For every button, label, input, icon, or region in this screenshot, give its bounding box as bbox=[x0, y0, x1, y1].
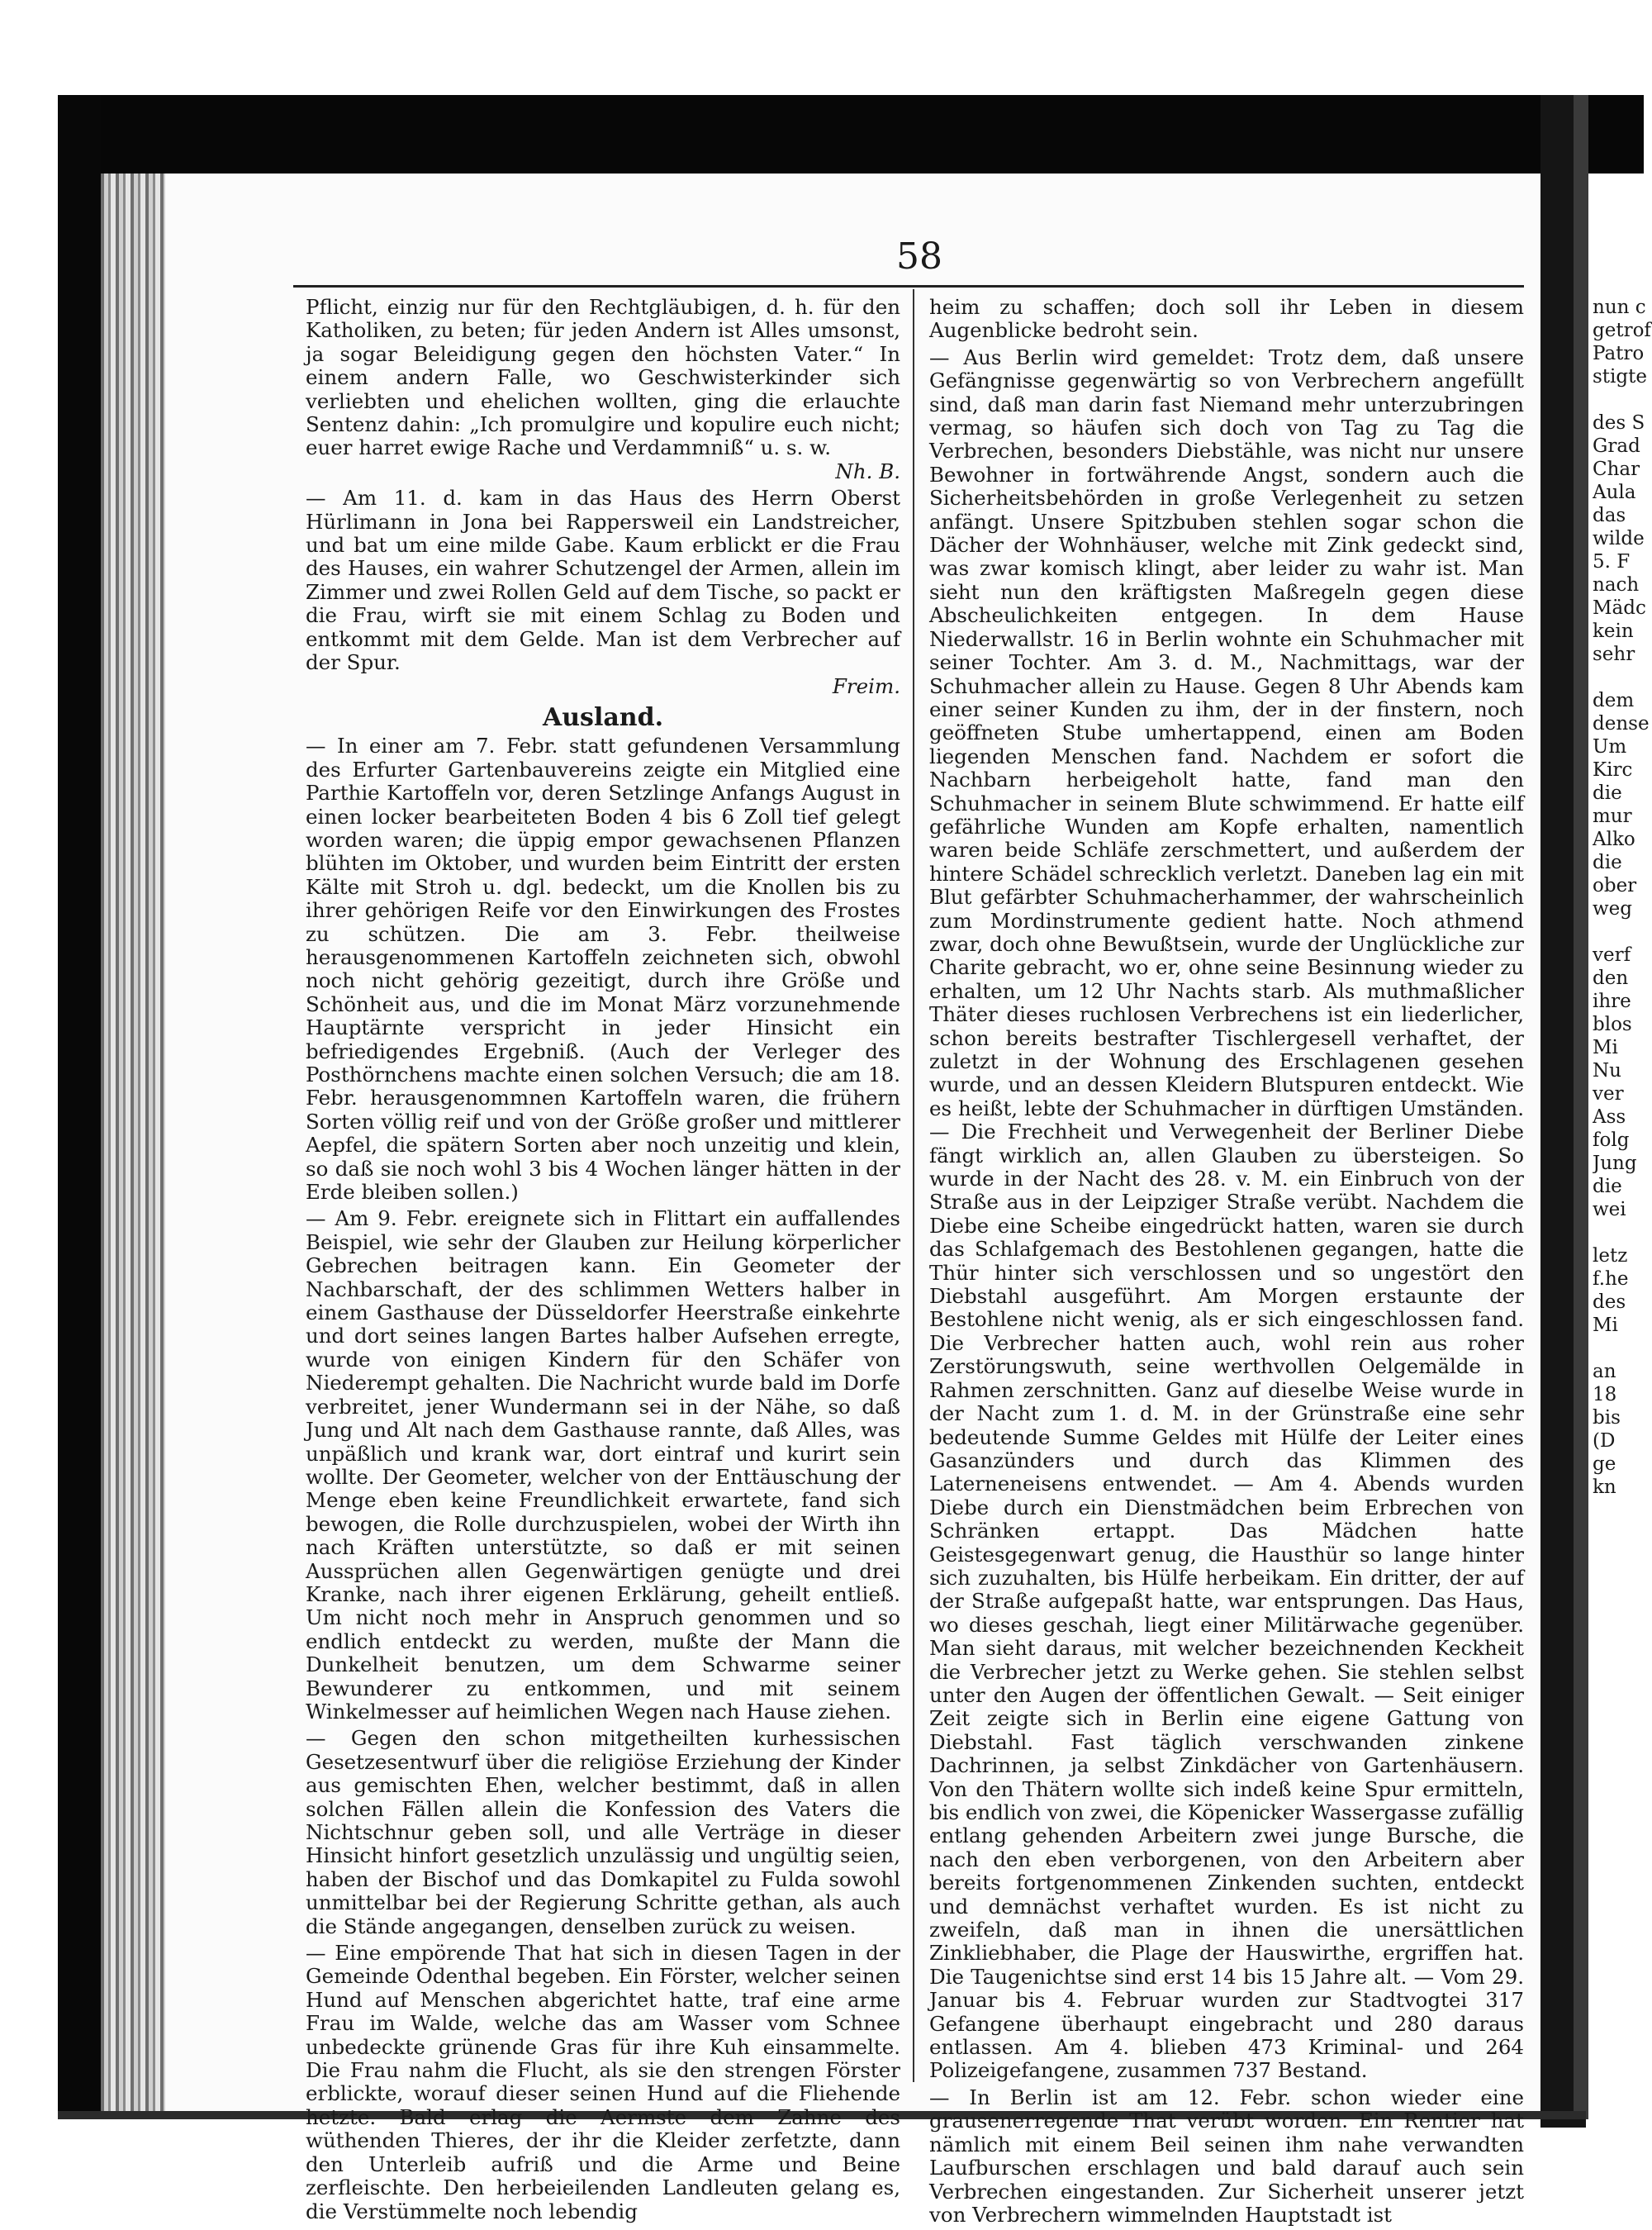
adjacent-page-line: an bbox=[1593, 1361, 1616, 1382]
adjacent-page-line: Patro bbox=[1593, 343, 1645, 364]
adjacent-page-line: Nu bbox=[1593, 1060, 1621, 1082]
adjacent-page-line bbox=[1593, 388, 1652, 411]
adjacent-page-line: f.he bbox=[1593, 1268, 1629, 1290]
adjacent-page-line: 5. F bbox=[1593, 551, 1631, 573]
adjacent-page-fragment bbox=[1593, 296, 1652, 2072]
right-column bbox=[929, 296, 1524, 2230]
adjacent-page-line: des S bbox=[1593, 412, 1645, 434]
section-heading: Ausland. bbox=[542, 702, 664, 732]
article-signature: Nh. B. bbox=[835, 459, 900, 483]
adjacent-page-line bbox=[1593, 1337, 1652, 1360]
adjacent-page-line: ihre bbox=[1593, 991, 1631, 1012]
adjacent-page-line: mur bbox=[1593, 806, 1632, 827]
article-paragraph: — Gegen den schon mitgetheilten kurhessischen Gesetzesentwurf über die religiöse Erziehung der Kinder aus gemischten Ehen, welcher bestimmt, daß in allen solchen Fällen allein die Konfession des Vaters die Nichtschnur geben soll, und alle Verträge in dieser Hinsicht hinfort gesetzlich unzulässig und ungültig seien, haben der Bischof und das Domkapitel zu Fulda sowohl unmittelbar bei der Regierung Schritte gethan, als auch die Stände angegangen, denselben zurück zu weisen. bbox=[306, 1726, 900, 1938]
scan-border-left bbox=[58, 95, 101, 2111]
adjacent-page-line: bis bbox=[1593, 1407, 1621, 1429]
adjacent-page-line: des bbox=[1593, 1291, 1626, 1313]
article-paragraph: — In Berlin ist am 12. Febr. schon wieder eine grausenerregende That verübt worden. Ein Rentier hat nämlich mit einem Beil seinen ihm nahe verwandten Laufburschen erschlagen und bald darauf auch sein Verbrechen eingestanden. Zur Sicherheit unserer jetzt von Verbrechern wimmelnden Hauptstadt ist bbox=[929, 2085, 1524, 2227]
article-signature: Freim. bbox=[832, 673, 900, 698]
gutter-shadow bbox=[1574, 95, 1588, 2119]
adjacent-page-line: Aula bbox=[1593, 482, 1636, 503]
adjacent-page-line: stigte bbox=[1593, 366, 1647, 388]
adjacent-page-line: getrof bbox=[1593, 320, 1651, 341]
adjacent-page-line: wei bbox=[1593, 1199, 1626, 1220]
book-page-edges bbox=[101, 174, 165, 2111]
adjacent-page-line: verf bbox=[1593, 944, 1631, 966]
adjacent-page-line: Ass bbox=[1593, 1106, 1626, 1128]
adjacent-page-line: Um bbox=[1593, 736, 1627, 758]
article-paragraph: heim zu schaffen; doch soll ihr Leben in diesem Augenblicke bedroht sein. bbox=[929, 295, 1524, 343]
adjacent-page-line: Grad bbox=[1593, 435, 1640, 457]
adjacent-page-line: kn bbox=[1593, 1476, 1616, 1498]
article-paragraph: — Aus Berlin wird gemeldet: Trotz dem, daß unsere Gefängnisse gegenwärtig so von Verbrechern angefüllt sind, daß man darin fast Niemand mehr unterzubringen vermag, so häufen sich doch von Tag zu Tag die Verbrechen, besonders Diebstähle, was nicht nur unsere Bewohner in fortwährende Angst, sondern auch die Sicherheitsbehörden in große Verlegenheit zu setzen anfängt. Unsere Spitzbuben stehlen sogar schon die Dächer der Wohnhäuser, welche mit Zink gedeckt sind, was zwar komisch klingt, aber leider zu wahr ist. Man sieht nun den kräftigsten Maßregeln gegen diese Abscheulichkeiten entgegen. In dem Hause Niederwallstr. 16 in Berlin wohnte ein Schuhmacher mit seiner Tochter. Am 3. d. M., Nachmittags, war der Schuhmacher allein zu Hause. Gegen 8 Uhr Abends kam einer seiner Kunden zu ihm, der in der finstern, noch geöffneten Stube umhertappend, einen am Boden liegenden Menschen fand. Nachdem er sofort die Nachbarn herbeigeholt hatte, fand man den Schuhmacher in seinem Blute schwimmend. Er hatte eilf gefährliche Wunden am Kopfe erhalten, namentlich waren beide Schläfe zerschmettert, und außerdem der hintere Schädel schrecklich verletzt. Daneben lag ein mit Blut gefärbter Schuhmacherhammer, der wahrscheinlich zum Mordinstrumente gedient hatte. Noch athmend zwar, doch ohne Bewußtsein, wurde der Unglückliche zur Charite gebracht, wo er, ohne seine Besinnung wieder zu erhalten, um 12 Uhr Nachts starb. Als muthmaßlicher Thäter dieses ruchlosen Verbrechens ist ein liederlicher, schon bereits bestrafter Tischlergesell verhaftet, der zuletzt in der Wohnung des Erschlagenen gesehen wurde, und an dessen Kleidern Blutspuren entdeckt. Wie es heißt, lebte der Schuhmacher in dürftigen Umständen. — Die Frechheit und Verwegenheit der Berliner Diebe fängt wirklich an, allen Glauben zu übersteigen. So wurde in der Nacht des 28. v. M. ein Einbruch von der Straße aus in der Leipziger Straße verübt. Nachdem die Diebe eine Scheibe eingedrückt hatten, waren sie durch das Schlafgemach des Bestohlenen gegangen, hatte die Thür hinter sich verschlossen und so ungestört den Diebstahl ausgeführt. Am Morgen erstaunte der Bestohlene nicht wenig, als er sich eingeschlossen fand. Die Verbrecher hatten auch, wohl rein aus roher Zerstörungswuth, seine werthvollen Oelgemälde in Rahmen zerschnitten. Ganz auf dieselbe Weise wurde in der Nacht zum 1. d. M. in der Grünstraße eine sehr bedeutende Summe Geldes mit Hülfe der Leiter eines Gasanzünders und durch das Klimmen des Laterneneisens entwendet. — Am 4. Abends wurden Diebe durch ein Dienstmädchen beim Erbrechen von Schränken ertappt. Das Mädchen hatte Geistesgegenwart genug, die Hausthür so lange hinter sich zuzuhalten, bis Hülfe herbeikam. Ein dritter, der auf der Straße aufgepaßt hatte, war entsprungen. Das Haus, wo dieses geschah, liegt einer Militärwache gegenüber. Man sieht daraus, mit welcher bezeichnenden Keckheit die Verbrecher jetzt zu Werke gehen. Sie stehlen selbst unter den Augen der öffentlichen Gewalt. — Seit einiger Zeit zeigte sich in Berlin eine eigene Gattung von Diebstahl. Fast täglich verschwanden zinkene Dachrinnen, ja selbst Zinkdächer von Gartenhäusern. Von den Thätern wollte sich indeß keine Spur ermitteln, bis endlich von zwei, die Köpenicker Wassergasse zufällig entlang gehenden Arbeitern zwei junge Bursche, die nach den eben verborgenen, von den Arbeitern aber bereits fortgenommenen Zinkenden suchten, entdeckt und demnächst verhaftet wurden. Es ist nicht zu zweifeln, daß man in ihnen die unersättlichen Zinkliebhaber, die Plage der Hauswirthe, ergriffen hat. Die Taugenichtse sind erst 14 bis 15 Jahre alt. — Vom 29. Januar bis 4. Februar wurden zur Stadtvogtei 317 Gefangene überhaupt eingebracht und 280 daraus entlassen. Am 4. blieben 473 Kriminal- und 264 Polizeigefangene, zusammen 737 Bestand. bbox=[929, 345, 1524, 2083]
adjacent-page-line: das bbox=[1593, 505, 1626, 526]
adjacent-page-line: folg bbox=[1593, 1129, 1630, 1151]
adjacent-page-line: Char bbox=[1593, 459, 1640, 480]
adjacent-page-line: Mi bbox=[1593, 1315, 1618, 1336]
adjacent-page-line: die bbox=[1593, 852, 1622, 873]
article-paragraph: — Am 11. d. kam in das Haus des Herrn Oberst Hürlimann in Jona bei Rappersweil ein Landstreicher, und bat um eine milde Gabe. Kaum erblickt er die Frau des Hauses, ein wahrer Schutzengel der Armen, allein im Zimmer und zwei Rollen Geld auf dem Tische, so packt er die Frau, wirft sie mit einem Schlag zu Boden und entkommt mit dem Gelde. Man ist dem Verbrecher auf der Spur. bbox=[306, 486, 900, 675]
adjacent-page-line: die bbox=[1593, 1176, 1622, 1197]
scan-border-top bbox=[58, 95, 1644, 174]
adjacent-page-line: ver bbox=[1593, 1083, 1624, 1105]
article-paragraph: — Am 9. Febr. ereignete sich in Flittart ein auffallendes Beispiel, wie sehr der Glauben zur Heilung körperlicher Gebrechen beitragen kann. Ein Geometer der Nachbarschaft, der des schlimmen Wetters halber in einem Gasthause der Düsseldorfer Heerstraße einkehrte und dort seines langen Bartes halber Aufsehen erregte, wurde von einigen Kindern für den Schäfer von Niederempt gehalten. Die Nachricht wurde bald im Dorfe verbreitet, jener Wundermann sei in der Nähe, so daß Jung und Alt nach dem Gasthause rannte, daß Alles, was unpäßlich und krank war, dort eintraf und kurirt sein wollte. Der Geometer, welcher von der Enttäuschung der Menge eben keine Freundlichkeit erwartete, fand sich bewogen, die Rolle durchzuspielen, wobei der Wirth ihn nach Kräften unterstützte, so daß er mit seinen Aussprüchen allen Gegenwärtigen genügte und drei Kranke, nach ihrer eigenen Erklärung, geheilt entließ. Um nicht noch mehr in Anspruch genommen und so endlich entdeckt zu werden, mußte der Mann die Dunkelheit benutzen, um dem Schwarme seiner Bewunderer zu entkommen, und mit seinem Winkelmesser auf heimlichen Wegen nach Hause ziehen. bbox=[306, 1206, 900, 1724]
adjacent-page-line: nun c bbox=[1593, 297, 1646, 318]
adjacent-page-line: (D bbox=[1593, 1430, 1616, 1452]
adjacent-page-line: ge bbox=[1593, 1453, 1616, 1475]
adjacent-page-line: Alko bbox=[1593, 829, 1635, 850]
article-paragraph: Pflicht, einzig nur für den Rechtgläubigen, d. h. für den Katholiken, zu beten; für jeden Andern ist Alles umsonst, ja sogar Beleidigung gegen den höchsten Vater.“ In einem andern Falle, wo Geschwisterkinder sich verliebten und ehelichen wollten, ging die erlauchte Sentenz dahin: „Ich promulgire und kopulire euch nicht; euer harret ewige Rache und Verdammniß“ u. s. w. bbox=[306, 295, 900, 460]
adjacent-page-line bbox=[1593, 920, 1652, 944]
adjacent-page-line: weg bbox=[1593, 898, 1633, 920]
adjacent-page-line: letz bbox=[1593, 1245, 1628, 1267]
adjacent-page-line: 18 bbox=[1593, 1384, 1617, 1405]
adjacent-page-line: Mi bbox=[1593, 1037, 1618, 1058]
page-number: 58 bbox=[896, 235, 942, 278]
article-paragraph: — In einer am 7. Febr. statt gefundenen Versammlung des Erfurter Gartenbauvereins zeigte ein Mitglied eine Parthie Kartoffeln vor, deren Setzlinge Anfangs August in einen locker bearbeiteten Boden 4 bis 6 Zoll tief gelegt worden waren; die üppig empor gewachsenen Pflanzen blühten im Oktober, und wurden beim Eintritt der ersten Kälte mit Stroh u. dgl. bedeckt, um die Knollen bis zu ihrer gehörigen Reife vor den Einwirkungen des Frostes zu schützen. Die am 3. Febr. theilweise herausgenommenen Kartoffeln zeichneten sich, obwohl noch nicht gehörig gezeitigt, durch ihre Größe und Schönheit aus, und die im Monat März vorzunehmende Hauptärnte verspricht in jeder Hinsicht ein befriedigendes Ergebniß. (Auch der Verleger des Posthörnchens machte einen solchen Versuch; die am 18. Febr. herausgenommnen Kartoffeln waren, die frühern Sorten völlig reif und von der Größe großer und mittlerer Aepfel, die spätern Sorten aber noch unzeitig und klein, so daß sie noch wohl 3 bis 4 Wochen länger hätten in der Erde bleiben sollen.) bbox=[306, 734, 900, 1205]
article-paragraph: — Eine empörende That hat sich in diesen Tagen in der Gemeinde Odenthal begeben. Ein Förster, welcher seinen Hund auf Menschen abgerichtet hatte, traf eine arme Frau im Walde, welche das am Wasser vom Schnee unbedeckte grünende Gras für ihre Kuh einsammelte. Die Frau nahm die Flucht, als sie den strengen Förster erblickte, worauf dieser seinen Hund auf die Fliehende hetzte. Bald erlag die Aermste dem Zahne des wüthenden Thieres, der ihr die Kleider zerfetzte, dann den Unterleib aufriß und die Arme und Beine zerfleischte. Den herbeieilenden Landleuten gelang es, die Verstümmelte noch lebendig bbox=[306, 1941, 900, 2223]
adjacent-page-line: ober bbox=[1593, 875, 1637, 896]
adjacent-page-line: die bbox=[1593, 782, 1622, 804]
adjacent-page-line: blos bbox=[1593, 1014, 1632, 1035]
adjacent-page-line: dem bbox=[1593, 690, 1635, 711]
adjacent-page-line: Jung bbox=[1593, 1153, 1637, 1174]
adjacent-page-line bbox=[1593, 1221, 1652, 1244]
adjacent-page-line: Mädc bbox=[1593, 597, 1646, 619]
adjacent-page-line: wilde bbox=[1593, 528, 1645, 549]
left-column bbox=[306, 296, 900, 2227]
adjacent-page-line: kein bbox=[1593, 621, 1634, 642]
adjacent-page-line: sehr bbox=[1593, 644, 1635, 665]
adjacent-page-line: nach bbox=[1593, 574, 1640, 596]
header-rule bbox=[293, 285, 1524, 288]
adjacent-page-line bbox=[1593, 666, 1652, 689]
adjacent-page-line: den bbox=[1593, 968, 1629, 989]
column-separator bbox=[913, 289, 914, 2082]
adjacent-page-line: dense bbox=[1593, 713, 1650, 735]
adjacent-page-line: Kirc bbox=[1593, 759, 1633, 781]
